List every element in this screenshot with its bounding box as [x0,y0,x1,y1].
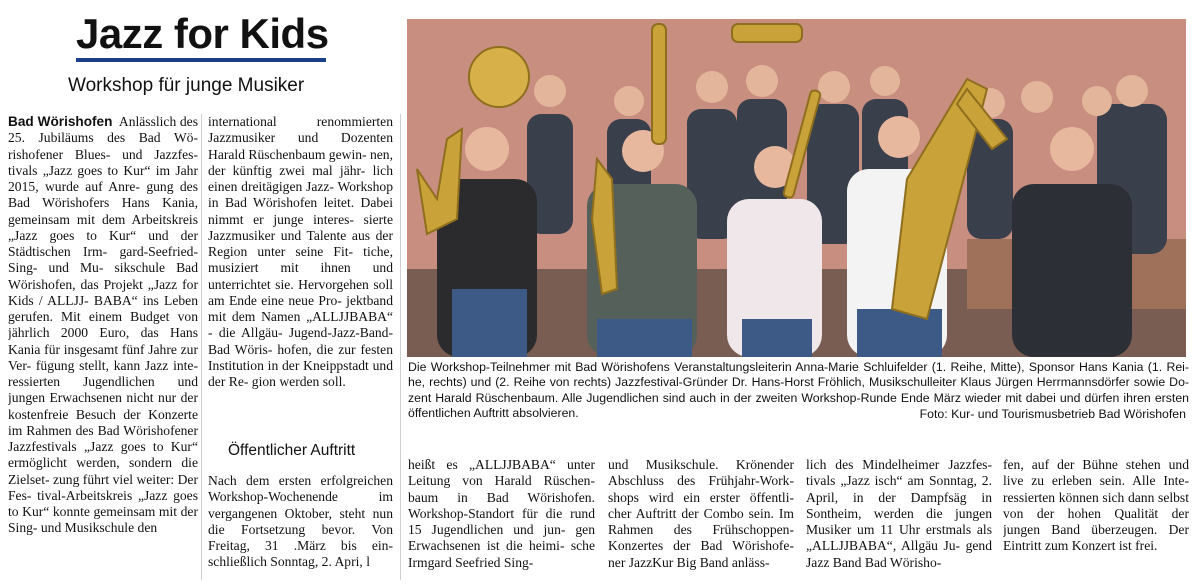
article-column-2-text: international renommierten Jazzmusiker und Dozenten Harald Rüschenbaum gewin- nen, der künftig zwei mal jähr- lich einen dreitägigen Jazz- Workshop in Bad Wörishofen leitet. Dabei nimmt er junge interes- sierte Jazzmusiker und Talente aus der Region unter seine Fit- tiche, musiziert mit ihnen und unterrichtet sie. Hervorgehen soll am Ende eine neue Pro- jektband mit dem Namen „ALLJJBABA“ - die Allgäu- Jugend-Jazz-Band-Bad Wöris- hofen, die zur festen Institution in der Kneippstadt und der Re- gion werden soll. [208,114,393,389]
group-photo [407,19,1186,357]
article-column-2b [208,473,393,580]
headline-rule [76,58,326,62]
article-column-3 [408,457,595,580]
subheadline: Workshop für junge Musiker [68,75,305,96]
article-column-6-text: fen, auf der Bühne stehen und live zu erleben sein. Alle Inte- ressierten können sich dann selbst von der hohen Qualität der jungen Band überzeugen. Der Eintritt zum Konzert ist frei. [1003,457,1189,554]
dateline: Bad Wörishofen [8,114,113,129]
article-column-2 [208,114,393,456]
article-column-1 [8,114,198,580]
group-photo-illustration [407,19,1186,357]
article-column-1-text: Anlässlich des 25. Jubiläums des Bad Wö- rishofener Blues- und Jazzfes- tivals „Jazz goes to Kur“ im Jahr 2015, wurde auf Anre- gung des Bad Wörishofers Hans Kania, gemeinsam mit dem Arbeitskreis „Jazz goes to Kur“ und der Städtischen Irm- gard-Seefried-Sing- und Mu- sikschule Bad Wörishofen, das Projekt „Jazz for Kids / ALLJJ- BABA“ ins Leben gerufen. Mit einem Budget von jährlich 2000 Euro, das Hans Kania für insgesamt fünf Jahre zur Ver- fügung stellt, kann Jazz inte- ressierten Jugendlichen und jungen Erwachsenen nicht nur der kostenfreie Besuch der Konzerte im Rahmen des Bad Wörishofener Jazzfestivals „Jazz goes to Kur“ ermöglicht werden, sondern die Zielset- zung führt viel weiter: Der Fes- tival-Arbeitskreis „Jazz goes to Kur“ konnte gemeinsam mit der Sing- und Musikschule den [8,114,198,536]
article-column-4 [608,457,794,580]
article-column-4-text: und Musikschule. Krönender Abschluss des Frühjahr-Work- shops wird ein erster öffentli- cher Auftritt der Combo sein. Im Rahmen des Frühschoppen- Konzertes der Bad Wörishofe- ner JazzKur Big Band anläss- [608,457,794,570]
headline: Jazz for Kids [76,10,329,57]
photo-caption: Die Workshop-Teilnehmer mit Bad Wörishofens Veranstaltungsleiterin Anna-Marie Schluifelder (1. Reihe, Mitte), Sponsor Hans Kania (1. Rei- he, rechts) und (2. Reihe von rechts) Jazzfestival-Gründer Dr. Hans-Horst Fröhlich, Musikschulleiter Klaus Jürgen Herrmannsdörfer sowie Do- zent Harald Rüschenbaum. Alle Jugendlichen sind auch in der zweiten Workshop-Runde Ende März wieder mit dabei und dürfen ihren ersten öffentlichen Auftritt absolvieren. [408,360,1189,420]
article-column-5-text: lich des Mindelheimer Jazzfes- tivals „Jazz isch“ am Sonntag, 2. April, in der Dampfsäg in Sontheim, werden die jungen Musiker um 11 Uhr erstmals als „ALLJJBABA“, Allgäu Ju- gend Jazz Band Bad Wörisho- [806,457,992,570]
article-column-5 [806,457,992,580]
column-divider [201,114,202,580]
article-column-3-text: heißt es „ALLJJBABA“ unter Leitung von Harald Rüschen- baum in Bad Wörishofen. Workshop-Standort für die rund 15 Jugendlichen und jun- gen Erwachsenen ist die heimi- sche Irmgard Seefried Sing- [408,457,595,570]
photo-credit: Foto: Kur- und Tourismusbetrieb Bad Wörishofen [919,407,1186,421]
article-column-2b-text: Nach dem ersten erfolgreichen Workshop-Wochenende im vergangenen Oktober, steht nun die Fortsetzung bevor. Von Freitag, 31 .März bis ein- schließlich Sonntag, 2. Apri, l [208,473,393,570]
section-heading: Öffentlicher Auftritt [228,442,356,459]
column-divider [400,114,401,580]
article-column-6 [1003,457,1189,580]
